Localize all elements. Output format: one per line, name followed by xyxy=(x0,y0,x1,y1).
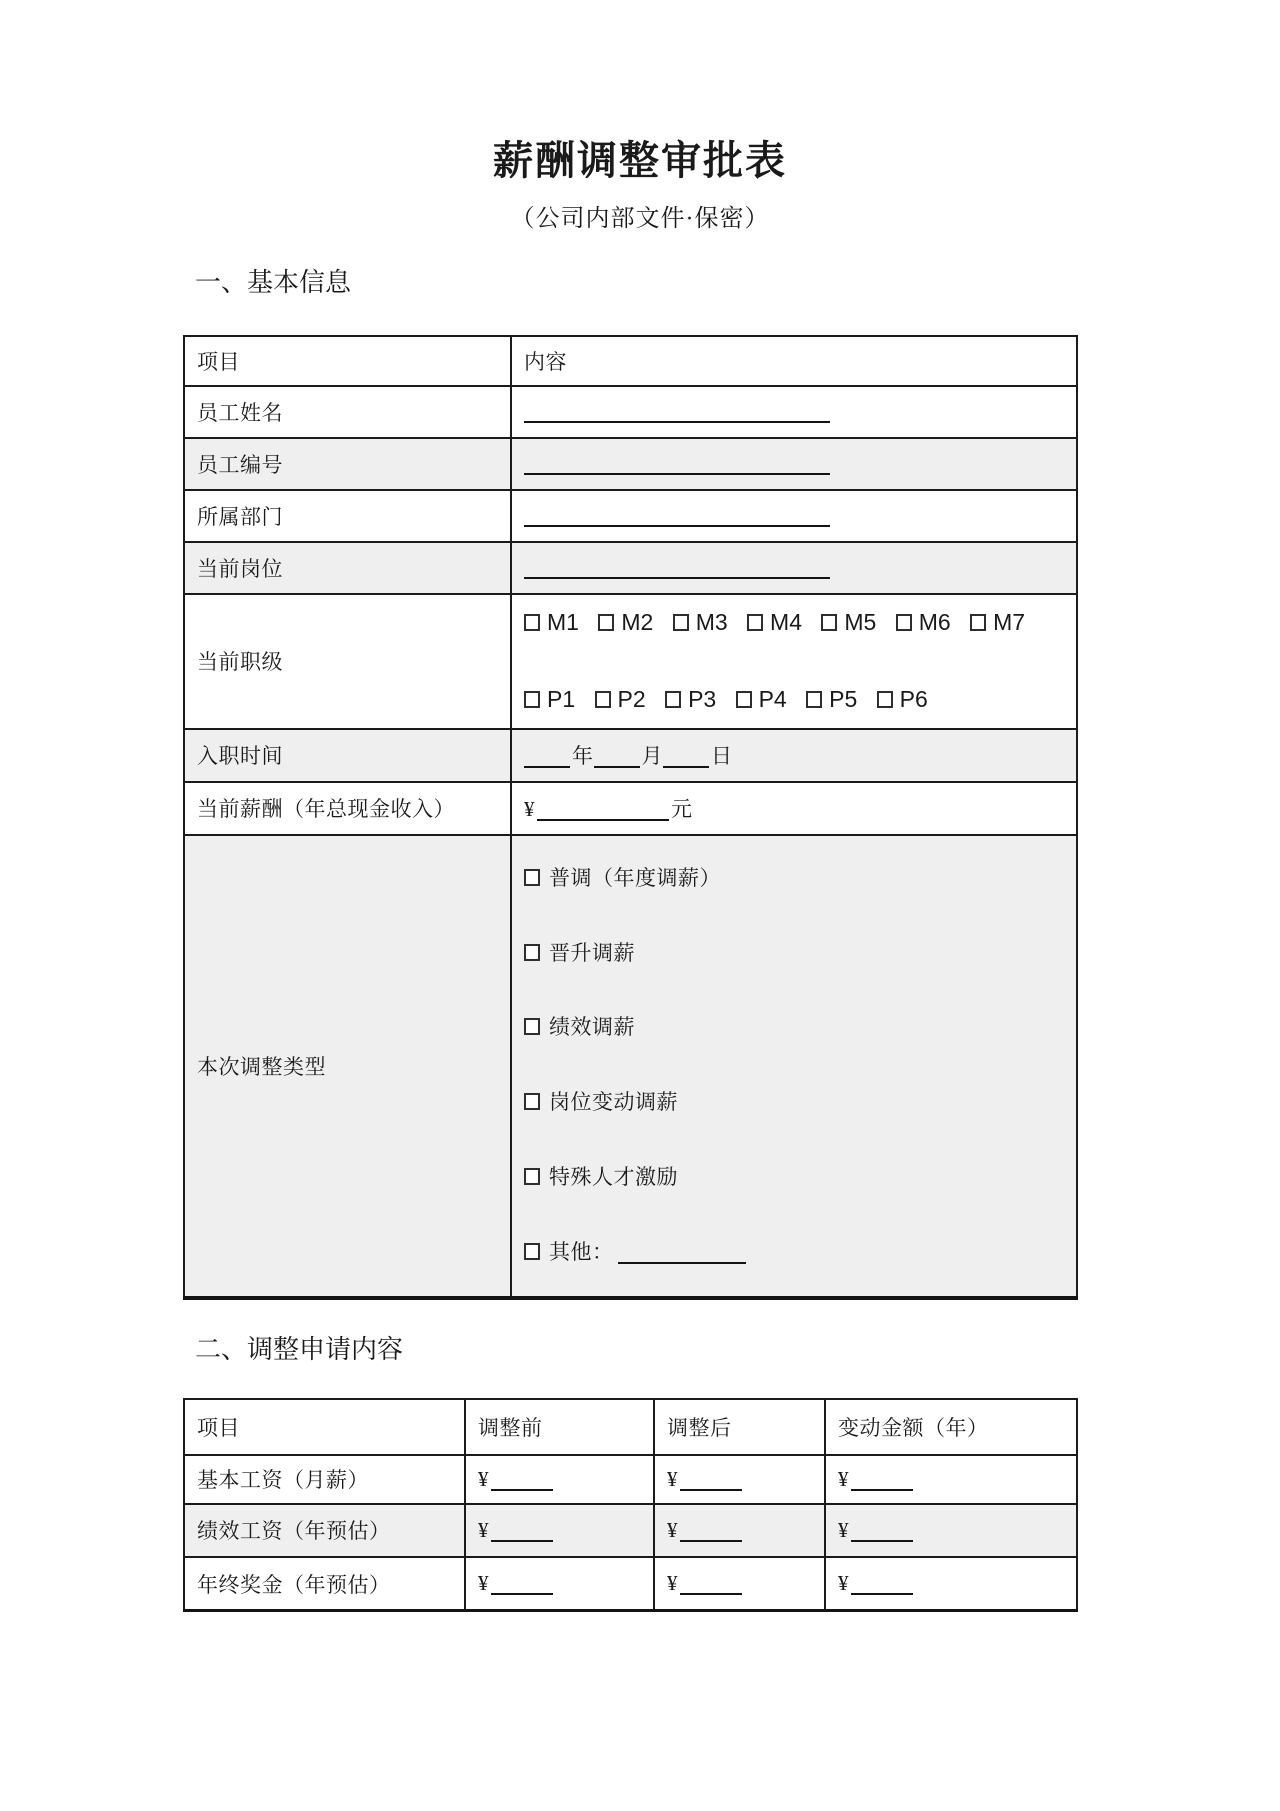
performance-salary-change-cell xyxy=(825,1504,1077,1557)
hire-month-blank-field[interactable] xyxy=(594,748,640,768)
year-end-bonus-before-blank-field[interactable] xyxy=(491,1575,553,1595)
year-end-bonus-change-cell xyxy=(825,1557,1077,1611)
grade-option-m2[interactable] xyxy=(598,609,653,635)
table-row-performance-salary xyxy=(184,1504,1077,1557)
employee-name-blank-field[interactable] xyxy=(524,403,830,423)
grade-option-m7[interactable] xyxy=(970,609,1025,635)
base-salary-after-blank-field[interactable] xyxy=(680,1471,742,1491)
grade-label-p2: P2 xyxy=(617,685,646,712)
table-header-row xyxy=(184,336,1077,386)
table-row-current-salary xyxy=(184,782,1077,835)
header-cell-item: 项目 xyxy=(184,1399,465,1455)
year-end-bonus-before-cell xyxy=(465,1557,654,1611)
checkbox-icon[interactable] xyxy=(970,614,986,631)
checkbox-icon[interactable] xyxy=(877,691,893,708)
document-title: 薪酬调整审批表 xyxy=(493,138,787,183)
adjust-option-performance-label: 绩效调薪 xyxy=(549,1015,635,1040)
row-label-year-end-bonus: 年终奖金（年预估） xyxy=(184,1557,465,1611)
table-row-employee-id xyxy=(184,438,1077,490)
grade-p-options xyxy=(524,686,1070,713)
year-end-bonus-after-blank-field[interactable] xyxy=(680,1575,742,1595)
grade-label-m6: M6 xyxy=(918,608,951,635)
grade-option-p5[interactable] xyxy=(806,686,857,712)
adjust-option-special-talent[interactable] xyxy=(524,1161,1070,1191)
adjust-option-promotion[interactable] xyxy=(524,937,1070,967)
row-label-grade: 当前职级 xyxy=(184,594,511,729)
checkbox-icon[interactable] xyxy=(896,614,912,631)
year-end-bonus-change-blank-field[interactable] xyxy=(851,1575,913,1595)
grade-m-options xyxy=(524,609,1070,636)
other-type-blank-field[interactable] xyxy=(618,1244,746,1264)
table-row-employee-name xyxy=(184,386,1077,438)
grade-label-m1: M1 xyxy=(547,608,579,635)
row-label-base-salary: 基本工资（月薪） xyxy=(184,1455,465,1504)
performance-salary-before-cell xyxy=(465,1504,654,1557)
department-field-cell xyxy=(511,490,1077,542)
grade-option-m6[interactable] xyxy=(896,609,951,635)
checkbox-icon[interactable] xyxy=(524,1018,540,1035)
grade-label-m7: M7 xyxy=(993,608,1026,635)
day-unit-label: 日 xyxy=(711,744,733,769)
table-row-grade xyxy=(184,594,1077,729)
row-label-current-salary: 当前薪酬（年总现金收入） xyxy=(184,782,511,835)
checkbox-icon[interactable] xyxy=(524,944,540,961)
performance-salary-before-blank-field[interactable] xyxy=(491,1522,553,1542)
performance-salary-change-blank-field[interactable] xyxy=(851,1522,913,1542)
current-salary-blank-field[interactable] xyxy=(537,801,669,821)
base-salary-change-cell xyxy=(825,1455,1077,1504)
currency-symbol: ¥ xyxy=(667,1466,678,1491)
adjust-option-position-change-label: 岗位变动调薪 xyxy=(549,1090,678,1115)
checkbox-icon[interactable] xyxy=(524,1243,540,1260)
section-heading-adjust-request: 二、调整申请内容 xyxy=(195,1334,404,1364)
row-label-employee-name: 员工姓名 xyxy=(184,386,511,438)
checkbox-icon[interactable] xyxy=(673,614,689,631)
grade-option-p6[interactable] xyxy=(877,686,928,712)
grade-option-m5[interactable] xyxy=(821,609,876,635)
current-salary-field-cell xyxy=(511,782,1077,835)
table-row-hire-date xyxy=(184,729,1077,782)
performance-salary-after-blank-field[interactable] xyxy=(680,1522,742,1542)
checkbox-icon[interactable] xyxy=(524,1168,540,1185)
grade-label-m4: M4 xyxy=(770,608,802,635)
row-label-department: 所属部门 xyxy=(184,490,511,542)
currency-symbol: ¥ xyxy=(838,1517,849,1542)
base-salary-before-blank-field[interactable] xyxy=(491,1471,553,1491)
grade-label-m5: M5 xyxy=(844,608,877,635)
month-unit-label: 月 xyxy=(641,744,663,769)
grade-label-p1: P1 xyxy=(547,685,576,712)
grade-label-m2: M2 xyxy=(621,608,654,635)
grade-label-p4: P4 xyxy=(758,685,787,712)
performance-salary-after-cell xyxy=(654,1504,825,1557)
header-cell-before: 调整前 xyxy=(465,1399,654,1455)
checkbox-icon[interactable] xyxy=(821,614,837,631)
currency-symbol: ¥ xyxy=(838,1571,849,1596)
yuan-unit-label: 元 xyxy=(671,797,693,822)
currency-symbol: ¥ xyxy=(667,1517,678,1542)
base-salary-change-blank-field[interactable] xyxy=(851,1471,913,1491)
year-unit-label: 年 xyxy=(572,744,594,769)
position-blank-field[interactable] xyxy=(524,559,830,579)
currency-symbol: ¥ xyxy=(667,1571,678,1596)
checkbox-icon[interactable] xyxy=(524,1093,540,1110)
adjust-option-performance[interactable] xyxy=(524,1011,1070,1041)
currency-symbol: ¥ xyxy=(524,797,535,822)
currency-symbol: ¥ xyxy=(478,1571,489,1596)
row-label-performance-salary: 绩效工资（年预估） xyxy=(184,1504,465,1557)
checkbox-icon[interactable] xyxy=(736,691,752,708)
checkbox-icon[interactable] xyxy=(806,691,822,708)
document-body xyxy=(183,268,1076,1612)
table-row-department xyxy=(184,490,1077,542)
grade-label-p6: P6 xyxy=(899,685,928,712)
checkbox-icon[interactable] xyxy=(524,691,540,708)
grade-label-m3: M3 xyxy=(695,608,728,635)
adjust-type-options-cell xyxy=(511,835,1077,1298)
adjust-request-table xyxy=(183,1398,1078,1613)
adjust-option-other[interactable] xyxy=(524,1236,1070,1266)
row-label-hire-date: 入职时间 xyxy=(184,729,511,782)
grade-option-p2[interactable] xyxy=(595,686,646,712)
section-heading-basic-info: 一、基本信息 xyxy=(195,268,352,297)
grade-option-p4[interactable] xyxy=(736,686,787,712)
row-label-employee-id: 员工编号 xyxy=(184,438,511,490)
row-label-adjust-type: 本次调整类型 xyxy=(184,835,511,1298)
row-label-position: 当前岗位 xyxy=(184,542,511,594)
checkbox-icon[interactable] xyxy=(747,614,763,631)
position-field-cell xyxy=(511,542,1077,594)
grade-label-p3: P3 xyxy=(688,685,717,712)
grade-label-p5: P5 xyxy=(829,685,858,712)
hire-date-field-cell xyxy=(511,729,1077,782)
employee-name-field-cell xyxy=(511,386,1077,438)
employee-id-field-cell xyxy=(511,438,1077,490)
checkbox-icon[interactable] xyxy=(524,614,540,631)
hire-year-blank-field[interactable] xyxy=(524,748,570,768)
table-row-adjust-type xyxy=(184,835,1077,1298)
year-end-bonus-after-cell xyxy=(654,1557,825,1611)
adjust-option-annual-label: 普调（年度调薪） xyxy=(549,865,721,890)
adjust-option-promotion-label: 晋升调薪 xyxy=(549,940,635,965)
table-row-base-salary xyxy=(184,1455,1077,1504)
currency-symbol: ¥ xyxy=(838,1466,849,1491)
table-row-year-end-bonus xyxy=(184,1557,1077,1611)
adjust-option-other-label: 其他： xyxy=(549,1239,614,1264)
department-blank-field[interactable] xyxy=(524,507,830,527)
grade-option-m1[interactable] xyxy=(524,609,579,635)
grade-options-cell xyxy=(511,594,1077,729)
adjust-option-position-change[interactable] xyxy=(524,1086,1070,1116)
employee-id-blank-field[interactable] xyxy=(524,455,830,475)
base-salary-before-cell xyxy=(465,1455,654,1504)
checkbox-icon[interactable] xyxy=(595,691,611,708)
checkbox-icon[interactable] xyxy=(524,869,540,886)
grade-option-m4[interactable] xyxy=(747,609,802,635)
base-salary-after-cell xyxy=(654,1455,825,1504)
hire-day-blank-field[interactable] xyxy=(663,748,709,768)
table-row-position xyxy=(184,542,1077,594)
header-cell-content: 内容 xyxy=(511,336,1077,386)
checkbox-icon[interactable] xyxy=(598,614,614,631)
adjust-option-special-talent-label: 特殊人才激励 xyxy=(549,1165,678,1190)
basic-info-table xyxy=(183,335,1078,1300)
header-cell-change-amount: 变动金额（年） xyxy=(825,1399,1077,1455)
document-subtitle: （公司内部文件·保密） xyxy=(510,206,770,232)
grade-option-p1[interactable] xyxy=(524,686,575,712)
header-cell-after: 调整后 xyxy=(654,1399,825,1455)
adjust-option-annual[interactable] xyxy=(524,862,1070,892)
grade-option-p3[interactable] xyxy=(665,686,716,712)
currency-symbol: ¥ xyxy=(478,1517,489,1542)
checkbox-icon[interactable] xyxy=(665,691,681,708)
grade-option-m3[interactable] xyxy=(673,609,728,635)
currency-symbol: ¥ xyxy=(478,1466,489,1491)
table-header-row xyxy=(184,1399,1077,1455)
header-cell-item: 项目 xyxy=(184,336,511,386)
